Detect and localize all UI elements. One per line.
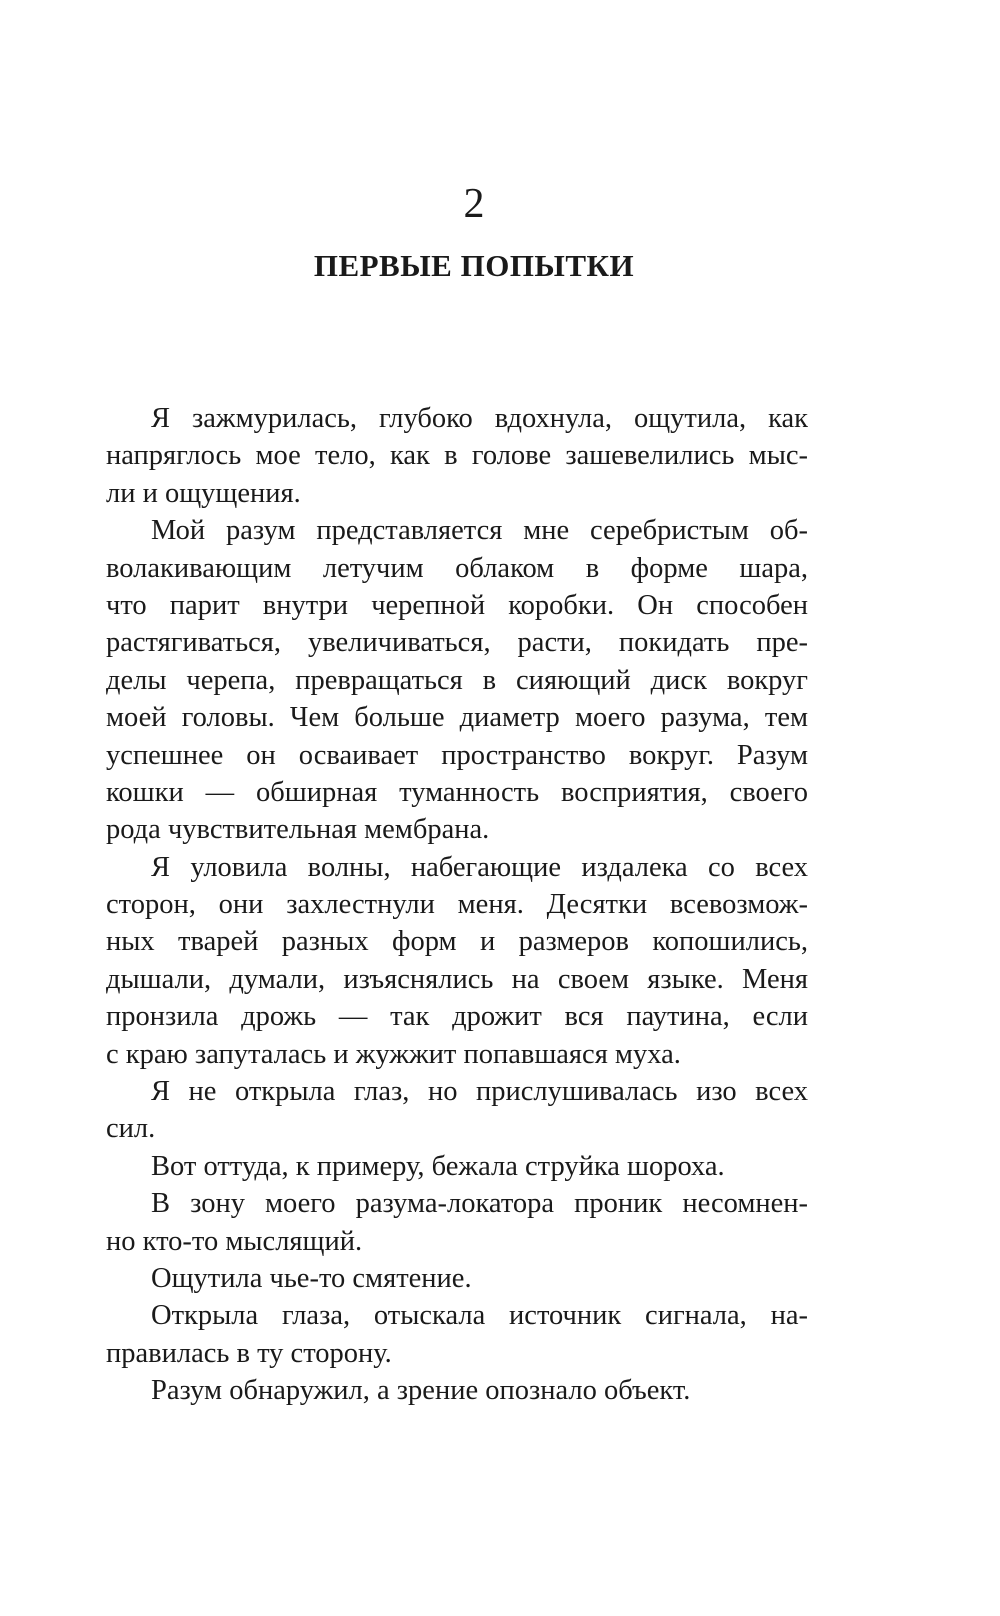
paragraph bbox=[106, 1185, 808, 1260]
text-line: Я уловила волны, набегающие издалека со всех bbox=[151, 851, 808, 883]
text-line: растягиваться, увеличиваться, расти, покидать пре- bbox=[106, 627, 808, 659]
paragraph bbox=[106, 1148, 808, 1185]
text-line: Мой разум представляется мне серебристым об- bbox=[151, 515, 808, 547]
paragraph bbox=[106, 1372, 808, 1409]
chapter-title: ПЕРВЫЕ ПОПЫТКИ bbox=[313, 248, 635, 283]
text-line: ли и ощущения. bbox=[106, 477, 301, 509]
paragraph bbox=[106, 849, 808, 1073]
chapter-body bbox=[106, 400, 808, 1410]
text-line: Я зажмурилась, глубоко вдохнула, ощутила, как bbox=[151, 403, 808, 434]
text-line: сил. bbox=[106, 1113, 156, 1145]
text-line: напряглось мое тело, как в голове зашевелились мыс- bbox=[106, 440, 808, 472]
text-line: дышали, думали, изъяснялись на своем языке. Меня bbox=[106, 963, 808, 995]
paragraph bbox=[106, 400, 808, 512]
text-line: кошки — обширная туманность восприятия, своего bbox=[106, 776, 808, 808]
paragraph bbox=[106, 1260, 808, 1297]
text-line: Открыла глаза, отыскала источник сигнала, на- bbox=[151, 1300, 808, 1332]
paragraph bbox=[106, 1073, 808, 1148]
text-line: успешнее он осваивает пространство вокруг. Разум bbox=[106, 739, 808, 771]
text-line: Вот оттуда, к примеру, бежала струйка шороха. bbox=[151, 1150, 725, 1182]
chapter-number: 2 bbox=[463, 181, 485, 227]
paragraph bbox=[106, 1297, 808, 1372]
text-line: волакивающим летучим облаком в форме шара, bbox=[106, 552, 808, 584]
text-line: ных тварей разных форм и размеров копошились, bbox=[106, 926, 808, 958]
text-line: В зону моего разума-локатора проник несомнен- bbox=[151, 1188, 808, 1220]
text-line: что парит внутри черепной коробки. Он способен bbox=[106, 589, 808, 621]
text-line: пронзила дрожь — так дрожит вся паутина, если bbox=[106, 1001, 808, 1033]
text-line: моей головы. Чем больше диаметр моего разума, тем bbox=[106, 702, 808, 734]
text-line: Разум обнаружил, а зрение опознало объект. bbox=[151, 1375, 691, 1407]
text-line: правилась в ту сторону. bbox=[106, 1337, 392, 1369]
paragraph bbox=[106, 512, 808, 849]
text-line: Я не открыла глаз, но прислушивалась изо всех bbox=[151, 1076, 808, 1108]
text-line: сторон, они захлестнули меня. Десятки всевозмож- bbox=[106, 889, 808, 921]
text-line: делы черепа, превращаться в сияющий диск вокруг bbox=[106, 664, 808, 696]
text-line: Ощутила чье-то смятение. bbox=[151, 1262, 472, 1294]
text-line: рода чувствительная мембрана. bbox=[106, 814, 490, 846]
text-line: но кто-то мыслящий. bbox=[106, 1225, 363, 1257]
text-line: с краю запуталась и жужжит попавшаяся муха. bbox=[106, 1038, 681, 1070]
